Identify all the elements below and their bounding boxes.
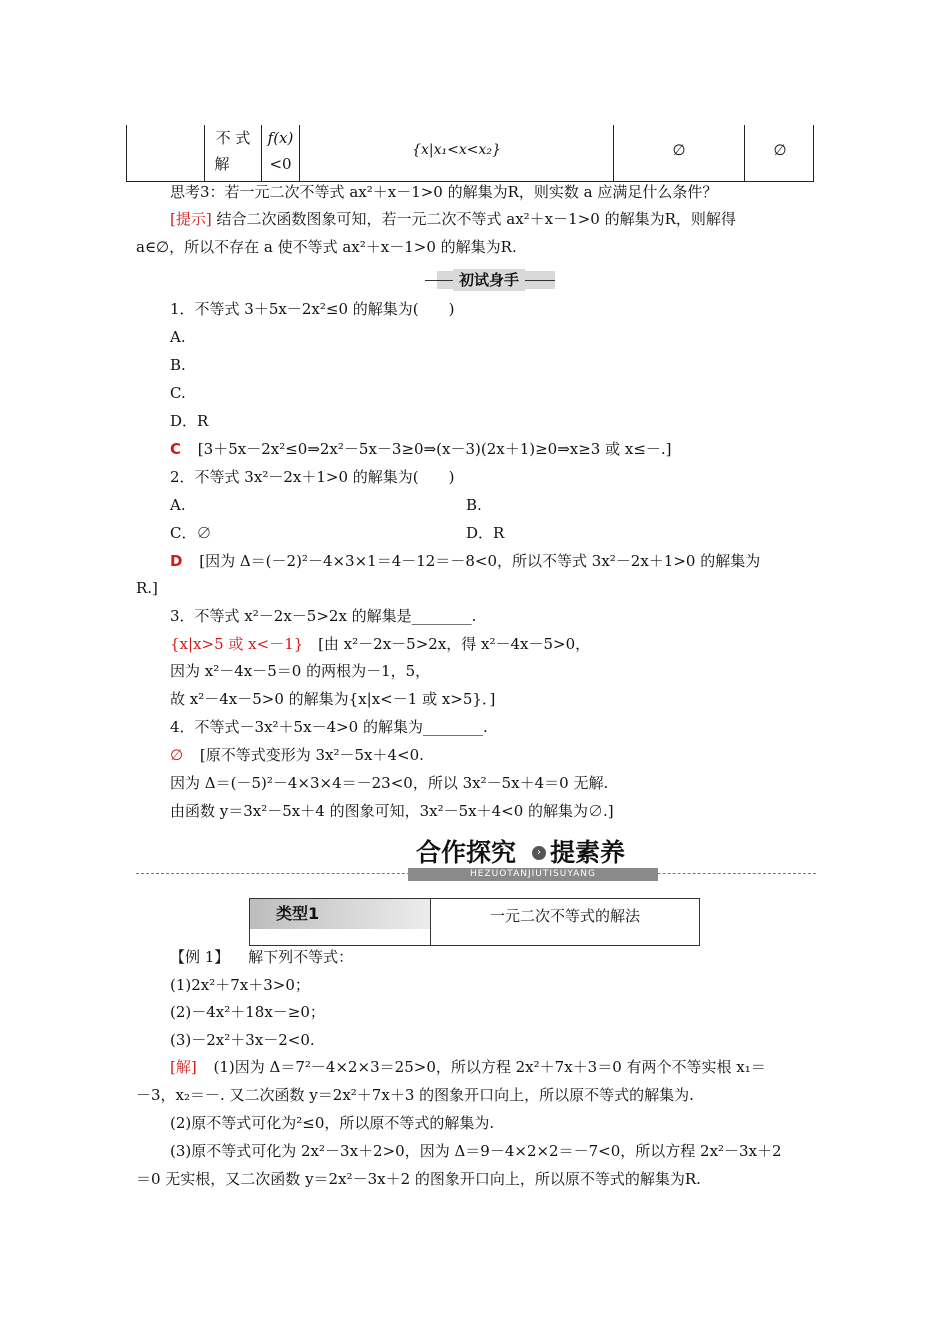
solution-3a: (3)原不等式可化为 2x²－3x＋2>0，因为 Δ＝9－4×2×2＝－7<0，所以方程 2x²－3x＋2 bbox=[170, 1142, 782, 1160]
trial-badge bbox=[425, 269, 555, 291]
q2-explain: [因为 Δ＝(－2)²－4×3×1＝4－12＝－8<0，所以不等式 3x²－2x＋1>0 的解集为 bbox=[199, 552, 761, 570]
q3-stem: 3．不等式 x²－2x－5>2x 的解集是________. bbox=[170, 607, 477, 625]
hint-text: 结合二次函数图象可知，若一元二次不等式 ax²＋x－1>0 的解集为R，则解得 bbox=[216, 210, 736, 228]
hint-label: [提示] bbox=[170, 210, 212, 228]
q4-stem: 4．不等式－3x²＋5x－4>0 的解集为________. bbox=[170, 718, 488, 736]
solution-3b: ＝0 无实根，又二次函数 y＝2x²－3x＋2 的图象开口向上，所以原不等式的解集为R. bbox=[136, 1170, 701, 1188]
q4-line-3: 由函数 y＝3x²－5x＋4 的图象可知，3x²－5x＋4<0 的解集为∅.] bbox=[170, 802, 614, 820]
q2-option-b: B. bbox=[466, 496, 482, 514]
table-fx: f(x) bbox=[267, 129, 294, 147]
solution-1a: (1)因为 Δ＝7²－4×2×3＝25>0，所以方程 2x²＋7x＋3＝0 有两个不等实根 x₁＝ bbox=[213, 1058, 766, 1076]
example-part-3: (3)－2x²＋3x－2<0. bbox=[170, 1031, 315, 1049]
example-prompt: 解下列不等式： bbox=[248, 948, 354, 966]
table-cell-empty-1: ∅ bbox=[672, 141, 686, 159]
q3-answer: {x|x>5 或 x<－1} bbox=[170, 635, 304, 653]
type-box bbox=[249, 898, 700, 946]
section-header bbox=[408, 836, 658, 882]
q2-answer: D bbox=[170, 552, 183, 570]
q1-option-b: B. bbox=[170, 356, 186, 374]
section-pinyin: HEZUOTANJIUTISUYANG bbox=[470, 869, 596, 879]
example-part-2: (2)－4x²＋18x－≥0； bbox=[170, 1003, 325, 1021]
table-lt0: <0 bbox=[269, 155, 292, 173]
q2-option-a: A. bbox=[170, 496, 186, 514]
table-cell-interval: {x|x₁<x<x₂} bbox=[412, 142, 501, 158]
hint-text-2: a∈∅，所以不存在 a 使不等式 ax²＋x－1>0 的解集为R. bbox=[136, 238, 517, 256]
table-cell-empty-2: ∅ bbox=[773, 141, 787, 159]
q3-explain: [由 x²－2x－5>2x，得 x²－4x－5>0， bbox=[318, 635, 591, 653]
section-title-b: 提素养 bbox=[550, 838, 626, 867]
q1-explain: [3＋5x－2x²≤0⇒2x²－5x－3≥0⇒(x－3)(2x＋1)≥0⇒x≥3 或 x≤－.] bbox=[197, 440, 672, 458]
q1-answer: C bbox=[170, 440, 182, 458]
trial-badge-label: 初试身手 bbox=[453, 269, 525, 291]
q1-option-c: C. bbox=[170, 384, 186, 402]
q4-line-2: 因为 Δ＝(－5)²－4×3×4＝－23<0，所以 3x²－5x＋4＝0 无解. bbox=[170, 774, 609, 792]
q2-explain-2: R.] bbox=[136, 579, 158, 597]
solution-table-fragment bbox=[126, 125, 814, 182]
q4-explain: [原不等式变形为 3x²－5x＋4<0. bbox=[199, 746, 424, 764]
q1-option-a: A. bbox=[170, 328, 186, 346]
type-title: 一元二次不等式的解法 bbox=[489, 907, 640, 925]
q1-option-d: D．R bbox=[170, 412, 209, 430]
q1-stem: 1．不等式 3＋5x－2x²≤0 的解集为( ) bbox=[170, 300, 455, 318]
table-row-head-1: 不 式 bbox=[215, 129, 251, 147]
type-label: 类型1 bbox=[276, 904, 320, 923]
q2-option-c: C．∅ bbox=[170, 524, 212, 542]
example-part-1: (1)2x²＋7x＋3>0； bbox=[170, 976, 310, 994]
q2-stem: 2．不等式 3x²－2x＋1>0 的解集为( ) bbox=[170, 468, 455, 486]
solution-2: (2)原不等式可化为²≤0，所以原不等式的解集为. bbox=[170, 1114, 495, 1132]
q4-answer: ∅ bbox=[170, 746, 184, 764]
chevron-right-icon: › bbox=[532, 846, 546, 860]
think3-question: 思考3：若一元二次不等式 ax²＋x－1>0 的解集为R，则实数 a 应满足什么条件？ bbox=[170, 183, 718, 201]
q2-option-d: D．R bbox=[466, 524, 505, 542]
section-title-a: 合作探究 bbox=[416, 838, 517, 867]
q3-line-2: 因为 x²－4x－5＝0 的两根为－1，5， bbox=[170, 662, 431, 680]
example-label: 【例 1】 bbox=[170, 948, 230, 966]
solution-1b: －3，x₂＝－. 又二次函数 y＝2x²＋7x＋3 的图象开口向上，所以原不等式的解集为. bbox=[136, 1086, 694, 1104]
solution-label: [解] bbox=[170, 1058, 197, 1076]
q3-line-3: 故 x²－4x－5>0 的解集为{x|x<－1 或 x>5}．] bbox=[170, 690, 496, 708]
table-row-head-2: 解 bbox=[214, 155, 230, 173]
